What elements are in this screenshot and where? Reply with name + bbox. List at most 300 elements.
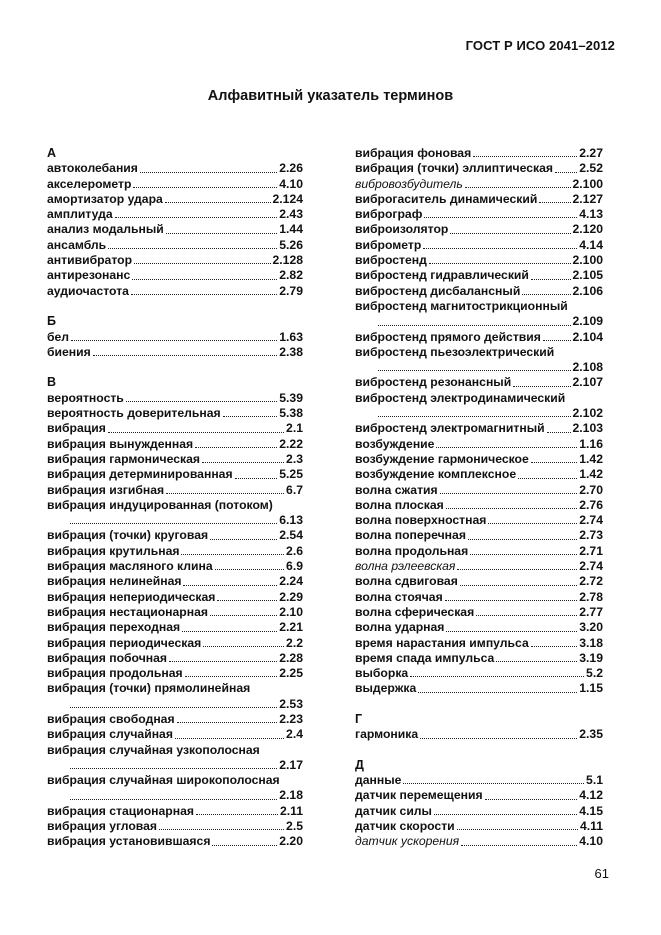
index-entry bbox=[47, 620, 303, 635]
clause-number: 4.13 bbox=[579, 207, 603, 222]
clause-number: 2.108 bbox=[572, 360, 603, 375]
index-entry bbox=[355, 299, 603, 314]
dot-leader bbox=[522, 293, 570, 295]
index-entry bbox=[355, 681, 603, 696]
clause-number: 6.13 bbox=[279, 513, 303, 528]
index-entry bbox=[47, 834, 303, 849]
clause-number: 2.107 bbox=[572, 375, 603, 390]
dot-leader bbox=[465, 186, 571, 188]
index-term: вибрация переходная bbox=[47, 620, 181, 635]
index-entry bbox=[47, 574, 303, 589]
dot-leader bbox=[488, 522, 577, 524]
clause-number: 1.44 bbox=[279, 222, 303, 237]
index-term: волна поверхностная bbox=[355, 513, 487, 528]
dot-leader bbox=[429, 262, 571, 264]
clause-number: 2.100 bbox=[572, 176, 603, 191]
dot-leader bbox=[468, 538, 577, 540]
index-term: вибрация гармоническая bbox=[47, 451, 200, 466]
index-term: волна рэлеевская bbox=[355, 559, 456, 574]
index-term: вибрация угловая bbox=[47, 819, 158, 834]
index-term: вибростенд магнитострикционный bbox=[355, 298, 568, 313]
dot-leader bbox=[423, 247, 577, 249]
index-entry bbox=[355, 161, 603, 176]
clause-number: 2.27 bbox=[579, 146, 603, 160]
index-term: вибростенд гидравлический bbox=[355, 268, 529, 283]
index-term: антивибратор bbox=[47, 253, 133, 268]
clause-number: 2.20 bbox=[279, 834, 303, 849]
dot-leader bbox=[223, 415, 278, 417]
index-term: выдержка bbox=[355, 681, 417, 696]
index-column-left bbox=[47, 146, 303, 850]
index-term: виброизолятор bbox=[355, 222, 449, 237]
index-entry bbox=[355, 773, 603, 788]
index-term: вибростенд прямого действия bbox=[355, 329, 541, 344]
clause-number: 2.23 bbox=[279, 711, 303, 726]
clause-number: 5.1 bbox=[586, 773, 603, 788]
index-term: вибрация (точки) эллиптическая bbox=[355, 161, 554, 176]
dot-leader bbox=[70, 798, 277, 800]
index-term: датчик ускорения bbox=[355, 834, 460, 849]
dot-leader bbox=[485, 798, 578, 800]
index-entry bbox=[355, 437, 603, 452]
dot-leader bbox=[410, 675, 584, 677]
index-term: амплитуда bbox=[47, 207, 113, 222]
index-term: вероятность bbox=[47, 390, 124, 405]
clause-number: 2.127 bbox=[572, 191, 603, 206]
clause-number: 2.124 bbox=[272, 191, 303, 206]
index-term: вибрация установившаяся bbox=[47, 834, 211, 849]
index-entry bbox=[355, 513, 603, 528]
index-term: вибростенд электродинамический bbox=[355, 390, 566, 405]
clause-number: 1.63 bbox=[279, 329, 303, 344]
clause-number: 2.1 bbox=[286, 421, 303, 436]
dot-leader bbox=[555, 171, 577, 173]
dot-leader bbox=[132, 278, 277, 280]
clause-number: 1.16 bbox=[579, 436, 603, 451]
index-entry bbox=[355, 834, 603, 849]
index-entry bbox=[47, 712, 303, 727]
index-term: вибрация нелинейная bbox=[47, 574, 182, 589]
dot-leader bbox=[115, 216, 278, 218]
index-entry bbox=[47, 804, 303, 819]
index-entry-continuation bbox=[47, 788, 303, 803]
dot-leader bbox=[133, 186, 277, 188]
index-term: волна поперечная bbox=[355, 528, 466, 543]
index-term: виброграф bbox=[355, 207, 423, 222]
index-entry bbox=[355, 467, 603, 482]
clause-number: 2.18 bbox=[279, 788, 303, 803]
dot-leader bbox=[420, 737, 577, 739]
dot-leader bbox=[446, 507, 578, 509]
section-gap bbox=[355, 697, 603, 712]
clause-number: 2.78 bbox=[579, 589, 603, 604]
index-term: вибрация (точки) круговая bbox=[47, 528, 209, 543]
dot-leader bbox=[169, 660, 277, 662]
index-entry bbox=[47, 253, 303, 268]
clause-number: 2.77 bbox=[579, 604, 603, 619]
clause-number: 2.35 bbox=[579, 727, 603, 742]
index-term: вибрация крутильная bbox=[47, 543, 180, 558]
index-entry bbox=[47, 345, 303, 360]
dot-leader bbox=[445, 599, 578, 601]
index-entry bbox=[355, 605, 603, 620]
clause-number: 2.70 bbox=[579, 482, 603, 497]
dot-leader bbox=[476, 614, 577, 616]
clause-number: 2.100 bbox=[572, 253, 603, 268]
index-entry bbox=[47, 192, 303, 207]
index-entry bbox=[47, 681, 303, 696]
index-entry bbox=[355, 345, 603, 360]
index-term: волна сдвиговая bbox=[355, 574, 458, 589]
index-term: аудиочастота bbox=[47, 283, 129, 298]
index-term: возбуждение bbox=[355, 436, 435, 451]
dot-leader bbox=[531, 645, 578, 647]
index-entry bbox=[47, 743, 303, 758]
index-entry bbox=[47, 406, 303, 421]
index-entry bbox=[47, 421, 303, 436]
clause-number: 2.4 bbox=[286, 727, 303, 742]
index-term: виброметр bbox=[355, 237, 422, 252]
dot-leader bbox=[70, 706, 277, 708]
index-entry-continuation bbox=[355, 360, 603, 375]
index-term: вибрация случайная bbox=[47, 727, 173, 742]
index-entry bbox=[47, 590, 303, 605]
index-entry bbox=[355, 666, 603, 681]
index-entry bbox=[355, 483, 603, 498]
index-entry bbox=[47, 238, 303, 253]
clause-number: 2.76 bbox=[579, 497, 603, 512]
dot-leader bbox=[126, 400, 277, 402]
index-term: датчик скорости bbox=[355, 819, 455, 834]
index-entry bbox=[355, 253, 603, 268]
index-entry bbox=[355, 788, 603, 803]
index-entry bbox=[47, 773, 303, 788]
index-term: волна ударная bbox=[355, 620, 445, 635]
index-term: вибрация побочная bbox=[47, 650, 168, 665]
index-term: вибрация масляного клина bbox=[47, 559, 213, 574]
index-term: выборка bbox=[355, 666, 409, 681]
index-entry bbox=[355, 238, 603, 253]
index-term: вероятность доверительная bbox=[47, 406, 221, 421]
index-entry bbox=[355, 146, 603, 161]
index-entry bbox=[355, 559, 603, 574]
index-entry bbox=[47, 467, 303, 482]
dot-leader bbox=[108, 431, 284, 433]
index-entry-continuation bbox=[47, 513, 303, 528]
index-term: время нарастания импульса bbox=[355, 635, 529, 650]
section-letter: Г bbox=[355, 711, 363, 726]
dot-leader bbox=[378, 415, 571, 417]
dot-leader bbox=[196, 813, 278, 815]
dot-leader bbox=[70, 522, 277, 524]
index-entry bbox=[47, 528, 303, 543]
clause-number: 1.42 bbox=[579, 467, 603, 482]
clause-number: 4.11 bbox=[579, 819, 603, 834]
index-entry bbox=[47, 666, 303, 681]
dot-leader bbox=[93, 354, 278, 356]
dot-leader bbox=[140, 171, 277, 173]
dot-leader bbox=[131, 293, 277, 295]
clause-number: 4.15 bbox=[579, 803, 603, 818]
clause-number: 2.25 bbox=[279, 666, 303, 681]
index-entry bbox=[355, 727, 603, 742]
dot-leader bbox=[108, 247, 277, 249]
index-term: вибростенд пьезоэлектрический bbox=[355, 344, 555, 359]
dot-leader bbox=[513, 385, 570, 387]
clause-number: 2.74 bbox=[579, 513, 603, 528]
index-entry bbox=[355, 330, 603, 345]
dot-leader bbox=[403, 782, 584, 784]
document-code-header: ГОСТ Р ИСО 2041–2012 bbox=[465, 38, 615, 53]
dot-leader bbox=[159, 828, 284, 830]
index-term: гармоника bbox=[355, 727, 419, 742]
index-term: вибрация случайная узкополосная bbox=[47, 742, 260, 757]
index-term: вибрация непериодическая bbox=[47, 589, 216, 604]
dot-leader bbox=[185, 675, 278, 677]
index-entry bbox=[47, 330, 303, 345]
clause-number: 5.26 bbox=[279, 237, 303, 252]
clause-number: 2.38 bbox=[279, 344, 303, 359]
dot-leader bbox=[165, 201, 271, 203]
section-gap bbox=[355, 743, 603, 758]
clause-number: 2.11 bbox=[279, 803, 303, 818]
section-gap bbox=[47, 299, 303, 314]
dot-leader bbox=[543, 339, 571, 341]
index-entry bbox=[355, 620, 603, 635]
dot-leader bbox=[134, 262, 270, 264]
clause-number: 2.74 bbox=[579, 559, 603, 574]
index-term: антирезонанс bbox=[47, 268, 131, 283]
clause-number: 2.120 bbox=[572, 222, 603, 237]
index-term: вибрация случайная широкополосная bbox=[47, 773, 280, 788]
index-term: виброгаситель динамический bbox=[355, 191, 538, 206]
index-term: волна продольная bbox=[355, 543, 469, 558]
clause-number: 2.73 bbox=[579, 528, 603, 543]
index-entry bbox=[47, 161, 303, 176]
index-column-right bbox=[355, 146, 603, 850]
index-term: акселерометр bbox=[47, 176, 132, 191]
index-term: ансамбль bbox=[47, 237, 107, 252]
dot-leader bbox=[436, 446, 577, 448]
dot-leader bbox=[531, 278, 571, 280]
section-letter: Д bbox=[355, 757, 364, 772]
dot-leader bbox=[531, 461, 578, 463]
index-title: Алфавитный указатель терминов bbox=[207, 88, 454, 104]
index-entry bbox=[355, 421, 603, 436]
dot-leader bbox=[182, 630, 277, 632]
index-entry bbox=[355, 544, 603, 559]
dot-leader bbox=[473, 155, 577, 157]
clause-number: 2.103 bbox=[572, 421, 603, 436]
index-entry bbox=[355, 192, 603, 207]
clause-number: 2.17 bbox=[279, 757, 303, 772]
dot-leader bbox=[217, 599, 277, 601]
index-term: вибрация детерминированная bbox=[47, 467, 233, 482]
index-term: вибрация (точки) прямолинейная bbox=[47, 681, 251, 696]
index-entry bbox=[47, 651, 303, 666]
clause-number: 4.10 bbox=[279, 176, 303, 191]
index-entry bbox=[47, 268, 303, 283]
clause-number: 5.38 bbox=[279, 406, 303, 421]
index-term: волна сферическая bbox=[355, 604, 475, 619]
clause-number: 2.22 bbox=[279, 436, 303, 451]
section-letter: Б bbox=[47, 314, 56, 329]
clause-number: 5.2 bbox=[586, 666, 603, 681]
index-term: вибрация продольная bbox=[47, 666, 183, 681]
dot-leader bbox=[166, 232, 278, 234]
clause-number: 2.104 bbox=[572, 329, 603, 344]
clause-number: 6.7 bbox=[286, 482, 303, 497]
index-term: данные bbox=[355, 773, 402, 788]
index-entry bbox=[355, 222, 603, 237]
dot-leader bbox=[418, 691, 577, 693]
dot-leader bbox=[195, 446, 277, 448]
clause-number: 2.29 bbox=[279, 589, 303, 604]
clause-number: 2.109 bbox=[572, 314, 603, 329]
index-entry bbox=[47, 498, 303, 513]
index-entry-continuation bbox=[47, 697, 303, 712]
dot-leader bbox=[378, 324, 571, 326]
clause-number: 2.54 bbox=[279, 528, 303, 543]
dot-leader bbox=[434, 813, 577, 815]
index-entry bbox=[355, 207, 603, 222]
dot-leader bbox=[440, 492, 578, 494]
index-entry bbox=[355, 268, 603, 283]
index-entry bbox=[47, 605, 303, 620]
index-term: вибростенд bbox=[355, 253, 427, 268]
clause-number: 2.102 bbox=[572, 406, 603, 421]
dot-leader bbox=[235, 477, 278, 479]
index-entry bbox=[47, 207, 303, 222]
index-term: вибростенд электромагнитный bbox=[355, 421, 545, 436]
index-term: вибрация вынужденная bbox=[47, 436, 194, 451]
clause-number: 6.9 bbox=[286, 559, 303, 574]
dot-leader bbox=[424, 216, 577, 218]
dot-leader bbox=[203, 645, 284, 647]
index-term: вибрация bbox=[47, 421, 106, 436]
index-entry bbox=[47, 636, 303, 651]
dot-leader bbox=[446, 630, 577, 632]
index-entry-continuation bbox=[355, 314, 603, 329]
clause-number: 2.5 bbox=[286, 819, 303, 834]
index-entry bbox=[47, 284, 303, 299]
dot-leader bbox=[450, 232, 570, 234]
section-letter: В bbox=[47, 375, 57, 390]
clause-number: 2.79 bbox=[279, 283, 303, 298]
clause-number: 2.43 bbox=[279, 207, 303, 222]
index-term: вибрация нестационарная bbox=[47, 604, 208, 619]
clause-number: 2.106 bbox=[572, 283, 603, 298]
dot-leader bbox=[175, 737, 284, 739]
index-term: вибровозбудитель bbox=[355, 176, 463, 191]
index-term: вибростенд резонансный bbox=[355, 375, 512, 390]
clause-number: 1.42 bbox=[579, 451, 603, 466]
dot-leader bbox=[470, 553, 577, 555]
clause-number: 1.15 bbox=[579, 681, 603, 696]
index-entry bbox=[47, 222, 303, 237]
index-term: бел bbox=[47, 329, 70, 344]
index-term: вибрация периодическая bbox=[47, 635, 202, 650]
dot-leader bbox=[212, 844, 277, 846]
section-letter: А bbox=[47, 146, 57, 160]
index-entry bbox=[355, 284, 603, 299]
dot-leader bbox=[177, 721, 278, 723]
clause-number: 5.39 bbox=[279, 390, 303, 405]
clause-number: 3.20 bbox=[579, 620, 603, 635]
index-term: волна сжатия bbox=[355, 482, 438, 497]
index-entry bbox=[355, 590, 603, 605]
dot-leader bbox=[210, 614, 277, 616]
index-term: датчик перемещения bbox=[355, 788, 483, 803]
dot-leader bbox=[547, 431, 571, 433]
dot-leader bbox=[215, 568, 284, 570]
dot-leader bbox=[210, 538, 277, 540]
index-term: волна стоячая bbox=[355, 589, 443, 604]
index-entry bbox=[47, 177, 303, 192]
index-entry bbox=[47, 437, 303, 452]
clause-number: 2.26 bbox=[279, 161, 303, 176]
dot-leader bbox=[378, 369, 571, 371]
index-term: вибрация фоновая bbox=[355, 146, 472, 160]
index-entry bbox=[355, 528, 603, 543]
dot-leader bbox=[461, 844, 577, 846]
index-entry bbox=[355, 375, 603, 390]
index-term: вибрация свободная bbox=[47, 711, 175, 726]
dot-leader bbox=[181, 553, 284, 555]
clause-number: 4.10 bbox=[579, 834, 603, 849]
index-term: возбуждение комплексное bbox=[355, 467, 517, 482]
index-entry bbox=[47, 452, 303, 467]
index-entry bbox=[355, 651, 603, 666]
page-number: 61 bbox=[594, 866, 609, 881]
index-term: вибростенд дисбалансный bbox=[355, 283, 521, 298]
clause-number: 2.71 bbox=[579, 543, 603, 558]
index-entry bbox=[47, 391, 303, 406]
clause-number: 5.25 bbox=[279, 467, 303, 482]
section-gap bbox=[47, 360, 303, 375]
clause-number: 4.14 bbox=[579, 237, 603, 252]
clause-number: 2.6 bbox=[286, 543, 303, 558]
dot-leader bbox=[457, 828, 578, 830]
clause-number: 2.24 bbox=[279, 574, 303, 589]
dot-leader bbox=[457, 568, 577, 570]
dot-leader bbox=[539, 201, 570, 203]
index-entry bbox=[355, 636, 603, 651]
dot-leader bbox=[518, 477, 577, 479]
dot-leader bbox=[496, 660, 577, 662]
clause-number: 2.21 bbox=[279, 620, 303, 635]
index-entry-continuation bbox=[355, 406, 603, 421]
index-entry bbox=[355, 498, 603, 513]
index-entry bbox=[355, 452, 603, 467]
dot-leader bbox=[71, 339, 277, 341]
index-term: анализ модальный bbox=[47, 222, 164, 237]
index-entry bbox=[47, 544, 303, 559]
index-entry bbox=[355, 391, 603, 406]
index-term: время спада импульса bbox=[355, 650, 495, 665]
clause-number: 2.3 bbox=[286, 451, 303, 466]
index-term: возбуждение гармоническое bbox=[355, 451, 529, 466]
clause-number: 3.19 bbox=[579, 650, 603, 665]
index-entry bbox=[47, 483, 303, 498]
clause-number: 2.82 bbox=[279, 268, 303, 283]
index-entry bbox=[47, 559, 303, 574]
clause-number: 2.105 bbox=[572, 268, 603, 283]
dot-leader bbox=[183, 584, 277, 586]
index-term: датчик силы bbox=[355, 803, 432, 818]
clause-number: 2.72 bbox=[579, 574, 603, 589]
clause-number: 2.28 bbox=[279, 650, 303, 665]
